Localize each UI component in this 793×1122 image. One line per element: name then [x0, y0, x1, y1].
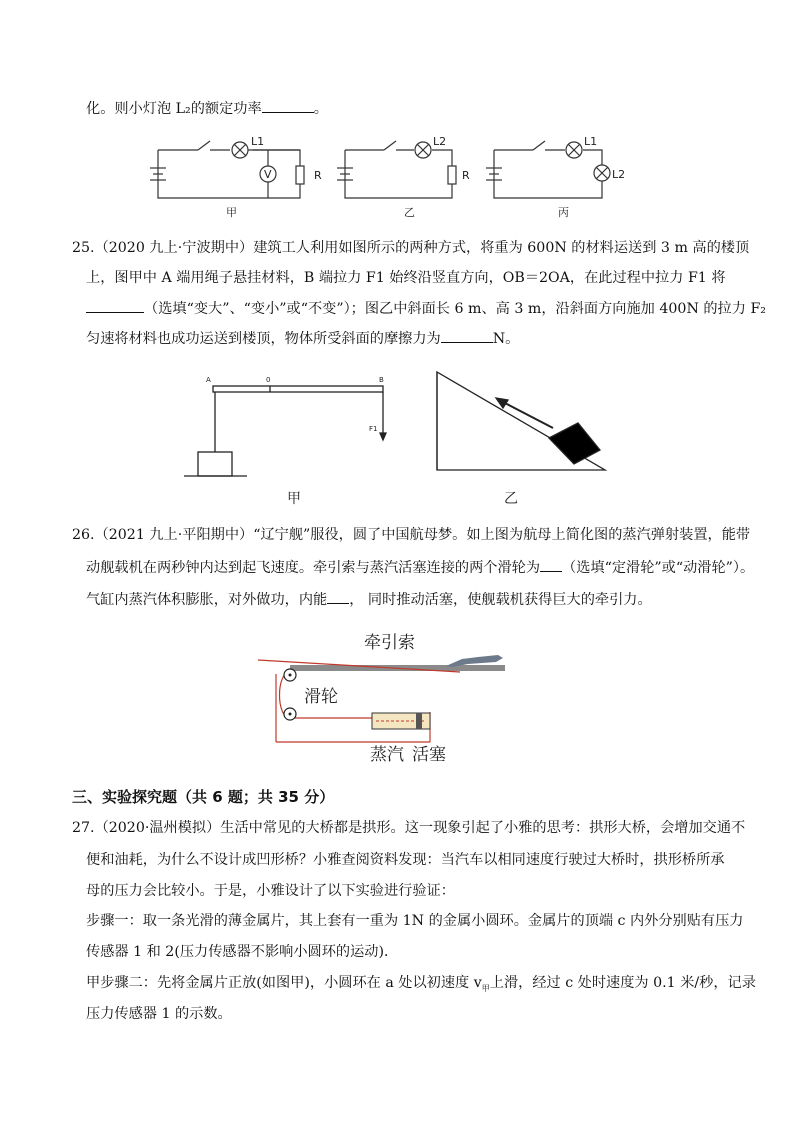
- q24-tail-end: 。: [313, 101, 328, 117]
- circuit-bing: [486, 141, 610, 198]
- q27-line-6b: 上滑，经过 c 处时速度为 0.1 米/秒，记录: [489, 975, 756, 991]
- q26-answer-blank-2[interactable]: [327, 589, 349, 604]
- circuit-yi: [337, 141, 456, 198]
- q26-line-2b: （选填“定滑轮”或“动滑轮”）。: [562, 560, 755, 576]
- q26-line-3b: ， 同时推动活塞，使舰载机获得巨大的牵引力。: [349, 592, 652, 608]
- q25-line-2: 上，图甲中 A 端用绳子悬挂材料，B 端拉力 F1 始终沿竖直方向，OB＝2OA，在此过程中拉力 F1 将: [86, 270, 726, 286]
- q26-figure: [0, 620, 793, 770]
- q24-tail-text: 化。则小灯泡 L₂的额定功率: [86, 101, 262, 117]
- q27-line-2: 便和油耗，为什么不设计成凹形桥？小雅查阅资料发现：当汽车以相同速度行驶过大桥时，拱形桥所承: [86, 852, 725, 868]
- caption-yi-q25: 乙: [504, 491, 518, 507]
- label-steam: 蒸汽: [370, 745, 404, 765]
- q25-line-3-text: （选填“变大”、“变小”或“不变”）；图乙中斜面长 6 m、高 3 m，沿斜面方向施加 400N 的拉力 F₂: [144, 301, 766, 317]
- q26-answer-blank-1[interactable]: [540, 557, 562, 572]
- label-r-yi: R: [462, 169, 470, 182]
- label-piston: 活塞: [412, 745, 446, 765]
- section-3-title: 三、实验探究题（共 6 题；共 35 分）: [72, 788, 335, 806]
- q24-answer-blank[interactable]: [262, 98, 314, 113]
- q25-answer-blank-1[interactable]: [86, 298, 144, 313]
- q27-line-1: 27.（2020·温州模拟）生活中常见的大桥都是拱形。这一现象引起了小雅的思考：拱形大桥，会增加交通不: [72, 820, 746, 836]
- label-r-jia: R: [314, 169, 322, 182]
- label-b: B: [379, 376, 384, 384]
- q25-line-4-text: 匀速将材料也成功运送到楼顶，物体所受斜面的摩擦力为: [86, 331, 441, 347]
- q26-line-3: [86, 589, 652, 610]
- label-l2-yi: L2: [433, 135, 447, 148]
- q26-line-2: [86, 557, 754, 578]
- label-a: A: [206, 376, 211, 384]
- label-v-meter: V: [264, 168, 272, 181]
- q27-line-4: 步骤一：取一条光滑的薄金属片，其上套有一重为 1N 的金属小圆环。金属片的顶端 c 内外分别贴有压力: [86, 913, 744, 929]
- q27-line-3: 母的压力会比较小。于是，小雅设计了以下实验进行验证：: [86, 883, 455, 899]
- q27-subscript: 甲: [481, 983, 490, 993]
- q25-answer-blank-2[interactable]: [441, 328, 493, 343]
- caption-yi: 乙: [404, 206, 415, 219]
- steam-piston: [416, 713, 422, 729]
- caption-jia: 甲: [226, 206, 237, 219]
- label-l1-jia: L1: [251, 135, 265, 148]
- q27-line-6a: 甲步骤二：先将金属片正放(如图甲)，小圆环在 a 处以初速度 v: [86, 975, 482, 991]
- q26-line-2a: 动舰载机在两秒钟内达到起飞速度。牵引索与蒸汽活塞连接的两个滑轮为: [86, 560, 541, 576]
- label-f1: F1: [369, 425, 378, 433]
- label-l1-bing: L1: [584, 135, 598, 148]
- q27-line-6: [86, 973, 756, 999]
- q26-line-3a: 气缸内蒸汽体积膨胀，对外做功，内能: [86, 592, 328, 608]
- q27-line-7: 压力传感器 1 的示数。: [86, 1006, 232, 1022]
- q24-tail-line: [86, 98, 328, 119]
- q27-line-5: 传感器 1 和 2(压力传感器不影响小圆环的运动)．: [86, 944, 399, 960]
- material-block: [198, 452, 232, 476]
- label-l2-bing: L2: [612, 168, 626, 181]
- q25-line-1: 25.（2020 九上·宁波期中）建筑工人利用如图所示的两种方式，将重为 600N 的材料运送到 3 m 高的楼顶: [72, 240, 750, 256]
- q25-figure: [0, 370, 793, 515]
- label-rope: 牵引索: [364, 633, 415, 653]
- circuit-jia: [150, 141, 304, 198]
- q25-unit: N。: [492, 331, 520, 347]
- caption-bing: 丙: [558, 206, 569, 219]
- circuit-diagrams: [0, 130, 793, 230]
- caption-jia-q25: 甲: [287, 491, 301, 507]
- q25-line-4: [86, 328, 519, 349]
- label-o: 0: [266, 376, 271, 384]
- q26-line-1: 26.（2021 九上·平阳期中）“辽宁舰”服役，圆了中国航母梦。如上图为航母上简化图的蒸汽弹射装置，能带: [72, 527, 751, 543]
- lever-beam: [213, 386, 383, 392]
- q25-line-3: [86, 298, 766, 319]
- label-pulley: 滑轮: [304, 687, 338, 707]
